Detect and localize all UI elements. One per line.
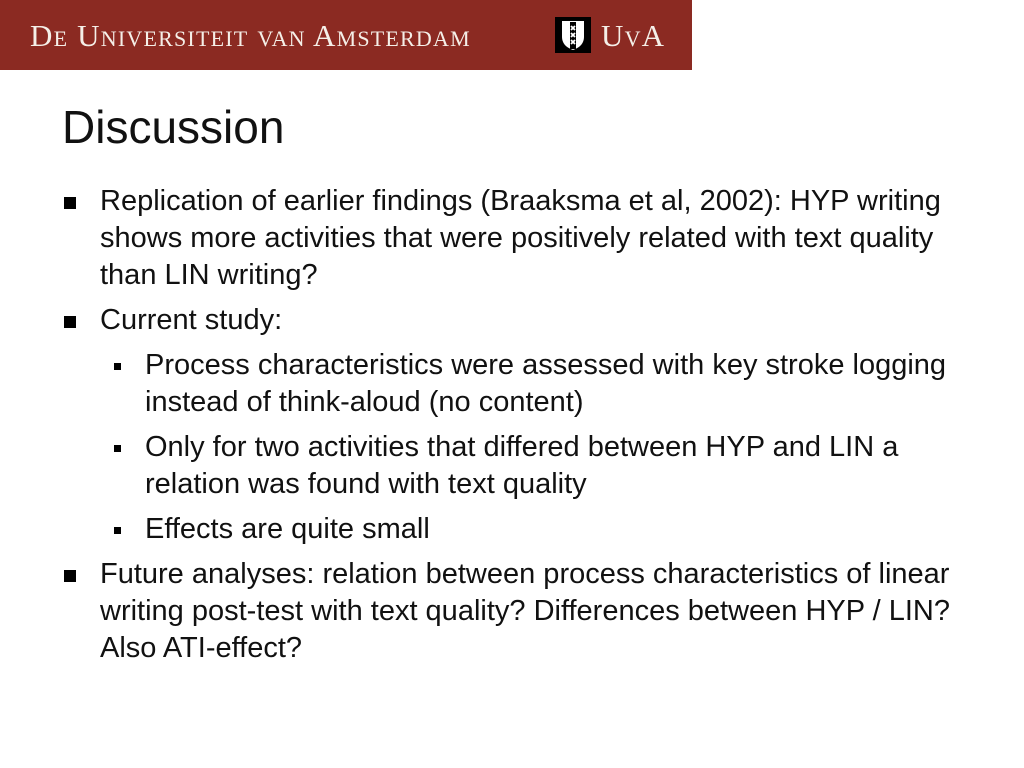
small-square-bullet-icon [114,363,121,370]
bullet-item [62,556,982,667]
square-bullet-icon [64,197,76,209]
sub-bullet-item [62,511,982,548]
bullet-text: Current study: [100,304,283,336]
sub-bullet-item [62,347,982,421]
sub-bullet-text: Only for two activities that differed between HYP and LIN a relation was found with text quality [145,431,899,500]
square-bullet-icon [64,570,76,582]
bullet-item [62,183,982,294]
university-name: De Universiteit van Amsterdam [30,18,471,53]
bullet-text: Replication of earlier findings (Braaksma et al, 2002): HYP writing shows more activities that were positively related with text quality than LIN writing? [100,185,941,291]
bullet-item [62,302,982,339]
crest-shield-icon [559,19,587,51]
slide-title: Discussion [62,101,285,153]
sub-bullet-item [62,429,982,503]
small-square-bullet-icon [114,527,121,534]
square-bullet-icon [64,316,76,328]
university-abbreviation: UvA [601,18,666,53]
small-square-bullet-icon [114,445,121,452]
sub-bullet-text: Process characteristics were assessed with key stroke logging instead of think-aloud (no content) [145,349,947,418]
bullet-text: Future analyses: relation between process characteristics of linear writing post-test with text quality? Differences between HYP / LIN? Also ATI-effect? [100,558,951,664]
amsterdam-crest-icon [555,17,591,53]
bullet-list [62,183,982,675]
sub-bullet-text: Effects are quite small [145,513,430,545]
university-banner [0,0,692,70]
